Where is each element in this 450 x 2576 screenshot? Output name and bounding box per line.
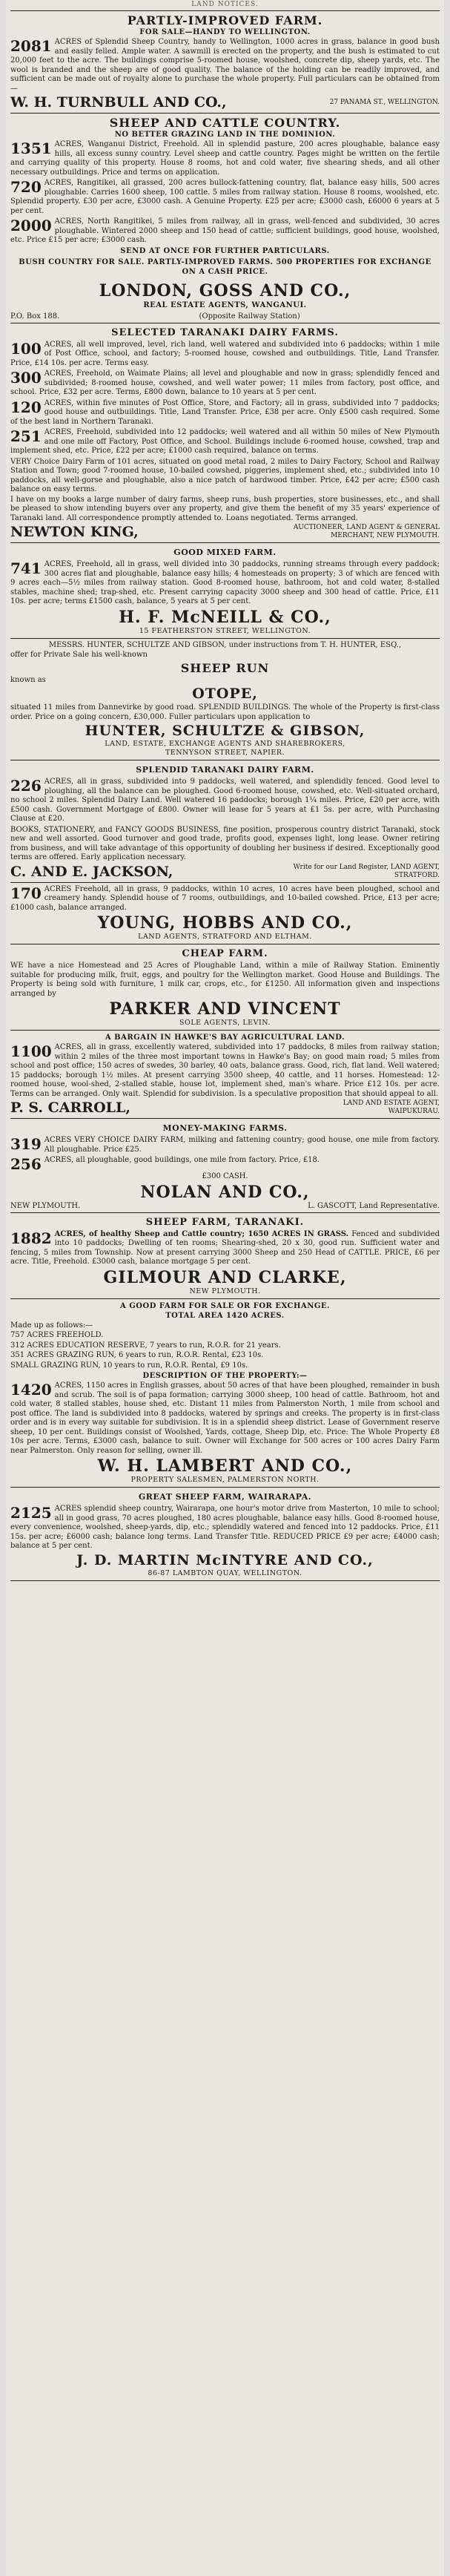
agent-subtitle: NEW PLYMOUTH. — [189, 1287, 261, 1295]
agent-name: PARKER AND VINCENT — [109, 999, 341, 1019]
listing-item: VERY Choice Dairy Farm of 101 acres, situated on good metal road, 2 miles to Dairy Factory, School and Railway Station and Town; good 7-roomed house, 10-bailed cowshed, piggeries, implement shed, etc.; subdivided into 10 paddocks, all well-gorse and ploughable, also a nice patch of hardwood timber. Price, £42 per acre; £500 cash balance on easy terms. — [10, 457, 440, 493]
agent-name: W. H. TURNBULL AND CO., — [10, 94, 227, 111]
agent-address: 27 PANAMA ST., WELLINGTON. — [329, 98, 440, 106]
list-item: SMALL GRAZING RUN, 10 years to run, R.O.R. Rental, £9 10s. — [10, 1361, 248, 1370]
ad-great-sheep-farm-wairarapa — [10, 1487, 440, 1581]
agent-address: 15 FEATHERSTON STREET, WELLINGTON. — [139, 626, 311, 635]
ad-subtitle: TOTAL AREA 1420 ACRES. — [165, 1311, 285, 1320]
acreage: 170 — [10, 884, 42, 902]
ad-splendid-taranaki-dairy — [10, 760, 440, 880]
made-up: Made up as follows:— — [10, 1321, 93, 1330]
agent-name: W. H. LAMBERT AND CO., — [97, 1456, 353, 1476]
agent-subtitle: REAL ESTATE AGENTS, WANGANUI. — [143, 300, 307, 309]
listing-item: 256 ACRES, all ploughable, good buildings, one mile from factory. Price, £18. — [10, 1155, 320, 1173]
ad-sheep-run-otope — [10, 638, 440, 758]
ad-title: SHEEP AND CATTLE COUNTRY. — [109, 116, 341, 130]
newspaper-page — [6, 0, 444, 2576]
ad-title: CHEAP FARM. — [182, 948, 268, 959]
ad-subtitle: FOR SALE—HANDY TO WELLINGTON. — [139, 28, 311, 36]
description-head: DESCRIPTION OF THE PROPERTY:— — [142, 1372, 308, 1380]
ad-head: ACRES, of healthy Sheep and Cattle country; 1650 ACRES IN GRASS. — [54, 1229, 349, 1238]
ad-body: ACRES, all in grass, excellently watered, subdivided into 17 paddocks, 8 miles from railway station; within 2 miles of the three most important towns in Hawke's Bay; on good main road; 5 miles from school and post office; 150 acres of swedes, 30 barley, 40 oats, balance grass. Good, rich, flat land. Well watered; 15 paddocks; borough 1½ miles. At present carrying 3500 sheep, 40 cattle, and 11 horses. Homestead: 12-roomed house, wool-shed, 2-stalled stable, house lot, implement shed, man's whare. Price £12 10s. per acre. Terms can be arranged. Only wait. Splendid for subdivision. Is a speculative proposition that should appeal to all. — [10, 1043, 440, 1098]
ad-partly-improved-farm — [10, 10, 440, 111]
ad-cheap-farm — [10, 944, 440, 1028]
ad-body: ACRES splendid sheep country, Wairarapa, one hour's motor drive from Masterton, 10 mile to school; all in good grass, 70 acres ploughed, 180 acres ploughable, balance easy hills. Good 8-roomed house, every convenience, woolshed, sheep-yards, dip, etc.; splendidly watered and fenced into 12 paddocks. Price, £11 15s. per acre; £6000 cash; balance long terms. Land Transfer Title. REDUCED PRICE £9 per acre; £4000 cash; balance at 5 per cent. — [10, 1505, 440, 1550]
ad-title: A GOOD FARM FOR SALE OR FOR EXCHANGE. — [120, 1301, 330, 1310]
agent-name: LONDON, GOSS AND CO., — [99, 280, 351, 300]
acreage: 2081 — [10, 37, 52, 55]
ad-title: SELECTED TARANAKI DAIRY FARMS. — [111, 326, 339, 338]
ad-body: ACRES, Freehold, all in grass, well divided into 30 paddocks, running streams through every paddock; 300 acres flat and ploughable, balance easy hills; 4 homesteads on property; 3 of which are fenced with 9 acres each—5½ miles from railway station. Good 8-roomed house, bathroom, hot and cold water, 8-stalled stables, machine shed; trap-shed, etc. Present carrying capacity 3000 sheep and 300 head of cattle. Price, £11 10s. per acre; terms £1500 cash, balance, 5 years at 5 per cent. — [10, 560, 440, 605]
agent-subtitle: SOLE AGENTS, LEVIN. — [179, 1019, 271, 1027]
listing-item: 1351 ACRES, Wanganui District, Freehold. All in splendid pasture, 200 acres ploughable, balance easy hills, all excess sunny country. Level sheep and cattle country. Pages might be written on the fertile and carrying quality of this property. House 8 rooms, hot and cold water, five shearing sheds, and all other necessary outbuildings. Price and terms on application. — [10, 139, 440, 177]
ad-body: situated 11 miles from Dannevirke by good road. SPLENDID BUILDINGS. The whole of the Property is first-class order. Price on a going concern, £30,000. Fuller particulars upon application to — [10, 703, 440, 721]
cash-required: £300 CASH. — [202, 1172, 248, 1180]
list-item: 351 ACRES GRAZING RUN, 6 years to run, R.O.R. Rental, £23 10s. — [10, 1351, 264, 1359]
ad-title: A BARGAIN IN HAWKE'S BAY AGRICULTURAL LAND. — [105, 1034, 345, 1042]
ad-title: PARTLY-IMPROVED FARM. — [127, 13, 323, 27]
ad-money-making-farms — [10, 1118, 440, 1210]
ad-title: GOOD MIXED FARM. — [173, 548, 277, 557]
agent-address: TENNYSON STREET, NAPIER. — [165, 749, 285, 757]
ad-note: SEND AT ONCE FOR FURTHER PARTICULARS. — [120, 246, 330, 255]
po-box: P.O. Box 188. — [10, 312, 60, 321]
ad-body: ACRES, all in grass, subdivided into 9 paddocks, well watered, and splendidly fenced. Good level to ploughing, all the balance can be ploughed. Good 6-roomed house, cowshed, etc. Well-situated orchard, no school 2 miles. Splendid Dairy Land. Well watered 16 paddocks; borough 1¼ miles. Price, £20 per acre, with £500 cash. Government Mortgage of £800. Owner will lease for 5 years at £1 5s. per acre, with Purchasing Clause at £20. — [10, 778, 440, 823]
agent-name: J. D. MARTIN McINTYRE AND CO., — [76, 1551, 374, 1568]
ad-intro: MESSRS. HUNTER, SCHULTZE AND GIBSON, under instructions from T. H. HUNTER, ESQ., — [48, 640, 402, 649]
station-name: OTOPE, — [192, 686, 258, 702]
ad-body: ACRES, 1150 acres in English grasses, about 50 acres of that have been ploughed, remainder in bush and scrub. The soil is of papa formation; carrying 3000 sheep, 100 head of cattle. Bathroom, hot and cold water, 8 stalled stables, house shed, etc. Distant 11 miles from Palmerston North, 1 mile from school and post office. The land is subdivided into 8 paddocks, watered by springs and creeks. The property is in first-class order and is in every way suitable for subdivision. It is in a splendid sheep district. Lease of Government reserve sheep, 10 per cent. Buildings consist of Woolshed, Yards, cottage, Sheep Dip, etc. Price: The Whole Property £8 10s per acre. Terms, £3000 cash, balance to suit. Owner will Exchange for 500 acres or 100 acres Dairy Farm near Palmerston. Only reason for selling, owner ill. — [10, 1381, 440, 1455]
agent-name: H. F. McNEILL & CO., — [119, 607, 331, 627]
agent-name: GILMOUR AND CLARKE, — [103, 1267, 347, 1287]
listing-item: 2000 ACRES, North Rangitikei, 5 miles from railway, all in grass, well-fenced and subdivided, 30 acres ploughable. Wintered 2000 sheep and 150 head of cattle; sufficient buildings, good house, woolshed, etc. Price £15 per acre; £3000 cash. — [10, 217, 440, 244]
agent-town: NEW PLYMOUTH. — [10, 1201, 81, 1210]
listing-item: 300 ACRES, Freehold, on Waimate Plains; all level and ploughable and now in grass; splendidly fenced and subdivided; 8-roomed house, cowshed, and well water power; 11 miles from factory, post office, and school. Price, £32 per acre. Terms, £800 down, balance to 10 years at 5 per cent. — [10, 369, 440, 396]
ad-body: ACRES Freehold, all in grass, 9 paddocks, within 10 acres, 10 acres have been ploughed, school and creamery handy. Splendid house of 7 rooms, outbuildings, and 10-bailed cowshed. Price, £13 per acre; £1000 cash, balance arranged. — [10, 884, 440, 912]
agent-name: P. S. CARROLL, — [10, 1100, 130, 1116]
ad-note: I have on my books a large number of dairy farms, sheep runs, bush properties, store businesses, etc., and shall be pleased to show intending buyers over any property, and give them the benefit of my 35 years' experience of Taranaki land. All correspondence promptly attended to. Loans negotiated. Terms arranged. — [10, 495, 440, 522]
acreage: 1420 — [10, 1381, 52, 1399]
agent-name: YOUNG, HOBBS AND CO., — [97, 913, 353, 933]
agent-address: AUCTIONEER, LAND AGENT & GENERAL MERCHANT, NEW PLYMOUTH. — [293, 524, 440, 539]
ad-subtitle: NO BETTER GRAZING LAND IN THE DOMINION. — [114, 131, 336, 139]
ad-good-mixed-farm — [10, 542, 440, 636]
ad-title: GREAT SHEEP FARM, WAIRARAPA. — [138, 1492, 312, 1502]
agent-subtitle: LAND AGENTS, STRATFORD AND ELTHAM. — [138, 933, 312, 941]
known-as: known as — [10, 675, 46, 684]
ad-sheep-farm-taranaki — [10, 1212, 440, 1296]
listing-item: 720 ACRES, Rangitikei, all grassed, 200 acres bullock-fattening country, flat, balance easy hills, 500 acres ploughable. Carries 1600 sheep, 100 cattle. 5 miles from railway station. House 8 rooms, woolshed, etc. Splendid property. £30 per acre, £3000 cash. A Genuine Property. £25 per acre; £3000 cash, £6000 6 years at 5 per cent. — [10, 178, 440, 215]
acreage: 2125 — [10, 1504, 52, 1522]
ad-hawkes-bay-bargain — [10, 1030, 440, 1116]
ad-offer: offer for Private Sale his well-known — [10, 651, 148, 659]
agent-subtitle: LAND, ESTATE, EXCHANGE AGENTS AND SHAREBROKERS, — [105, 740, 345, 748]
ad-title: SPLENDID TARANAKI DAIRY FARM. — [136, 765, 314, 775]
ad-farm-sale-exchange — [10, 1298, 440, 1485]
agent-name: HUNTER, SCHULTZE & GIBSON, — [85, 723, 365, 739]
agent-address: Write for our Land Register, LAND AGENT, STRATFORD. — [293, 863, 440, 879]
ad-sheep-cattle-country — [10, 113, 440, 321]
acreage: 226 — [10, 777, 42, 795]
listing-item: 100 ACRES, all well improved, level, rich land, well watered and subdivided into 6 paddocks; within 1 mile of Post Office, school, and factory; 5-roomed house, cowshed and outbuildings. Title, Land Transfer. Price, £14 10s. per acre. Terms easy. — [10, 339, 440, 367]
running-head: LAND NOTICES. — [191, 1, 259, 8]
listing-item: 120 ACRES, within five minutes of Post Office, Store, and Factory; all in grass, subdivided into 7 paddocks; good house and outbuildings. Title, Land Transfer. Price, £38 per acre. Only £500 cash required. Some of the best land in Northern Taranaki. — [10, 398, 440, 426]
agent-address: LAND AND ESTATE AGENT, WAIPUKURAU. — [343, 1100, 440, 1115]
acreage: 1100 — [10, 1042, 52, 1060]
ad-body: WE have a nice Homestead and 25 Acres of Ploughable Land, within a mile of Railway Station. Eminently suitable for producing milk, fruit, eggs, and poultry for the Wellington market. Good House and Buildings. The Property is being sold with furniture, 1 milk car, crops, etc., for £1250. All information given and inspections arranged by — [10, 962, 440, 998]
agent-representative: L. GASCOTT, Land Representative. — [308, 1201, 440, 1210]
acreage: 1882 — [10, 1229, 52, 1247]
ad-bush-note: BUSH COUNTRY FOR SALE. PARTLY-IMPROVED FARMS. 500 PROPERTIES FOR EXCHANGE ON A CASH PRICE. — [19, 257, 431, 276]
listing-item: 251 ACRES, Freehold, subdivided into 12 paddocks; well watered and all within 50 miles of New Plymouth and one mile off Factory, Post Office, and School. Buildings include 6-roomed house, cowshed, trap and implement shed, etc. Price, £22 per acre; £1000 cash required, balance on terms. — [10, 427, 440, 455]
list-item: 757 ACRES FREEHOLD. — [10, 1331, 104, 1339]
ad-title: MONEY-MAKING FARMS. — [162, 1123, 288, 1133]
acreage: 741 — [10, 559, 42, 577]
ad-body: ACRES of Splendid Sheep Country, handy to Wellington, 1000 acres in grass, balance in good bush and easily felled. Ample water. A sawmill is erected on the property, and the bush is estimated to cut 20,000 feet to the acre. The buildings comprise 5-roomed house, woolshed, concrete dip, sheep yards, etc. The wool is branded and the sheep are of good quality. The balance of the holding can be readily improved, and sufficient can be made out of royalty alone to purchase the whole property. Full particulars can be obtained from— — [10, 38, 440, 93]
agent-name: C. AND E. JACKSON, — [10, 863, 173, 880]
list-item: 312 ACRES EDUCATION RESERVE, 7 years to run, R.O.R. for 21 years. — [10, 1341, 281, 1350]
ad-young-hobbs — [10, 882, 440, 942]
ad-title: SHEEP FARM, TARANAKI. — [145, 1216, 305, 1228]
ad-title: SHEEP RUN — [180, 660, 270, 675]
agent-name: NEWTON KING, — [10, 524, 139, 540]
agent-subtitle: PROPERTY SALESMEN, PALMERSTON NORTH. — [130, 1476, 320, 1484]
ad-extra: BOOKS, STATIONERY, and FANCY GOODS BUSINESS, fine position, prosperous country district Taranaki, stock new and well assorted. Good turnover and good trade, profits good, expenses light, long lease. Owner retiring from business, and will take advantage of this opportunity of doubling her business if desired. Exceptionally good terms are offered. Early application necessary. — [10, 825, 440, 861]
listing-item: 319 ACRES VERY CHOICE DAIRY FARM, milking and fattening country; good house, one mile from factory. All ploughable. Price £25. — [10, 1135, 440, 1154]
agent-name: NOLAN AND CO., — [140, 1182, 310, 1202]
ad-body: Fenced and subdivided into 10 paddocks; Dwelling of ten rooms; Shearing-shed, 20 x 30, good run. Sufficient water and fencing, 5 miles from Township. Now at present carrying 3000 Sheep and 250 Head of CATTLE. PRICE, £6 per acre. Title, Freehold. £3000 cash, balance mortgage 5 per cent. — [10, 1229, 440, 1266]
opposite-note: (Opposite Railway Station) — [199, 312, 300, 321]
ad-taranaki-dairy-farms — [10, 323, 440, 541]
agent-address: 86-87 LAMBTON QUAY, WELLINGTON. — [148, 1568, 302, 1577]
